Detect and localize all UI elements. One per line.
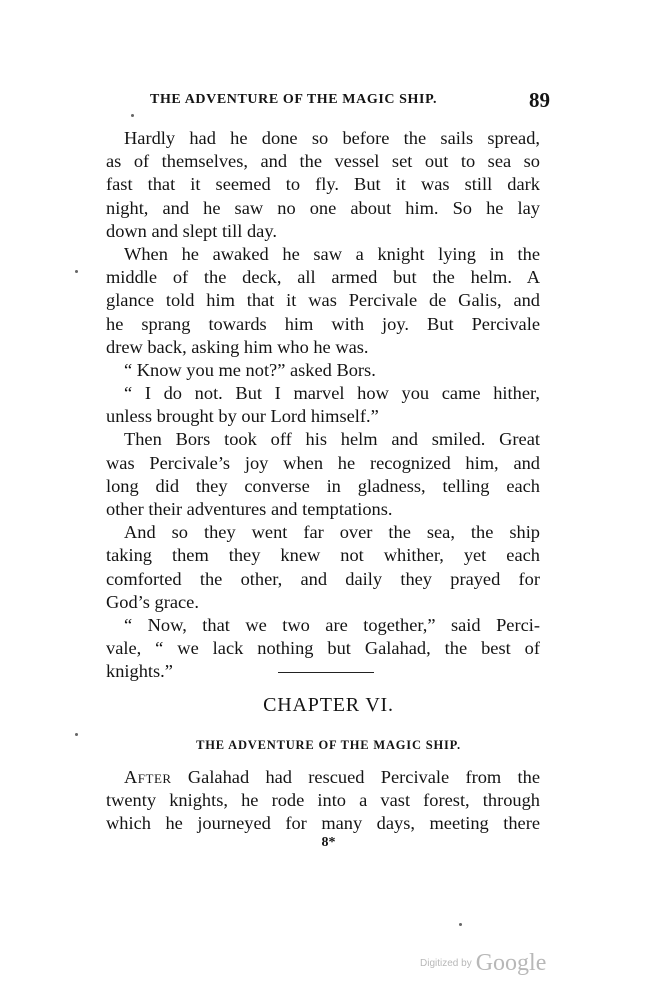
text-line: twenty knights, he rode into a vast forest, through (106, 790, 540, 811)
text-line: middle of the deck, all armed but the helm. A (106, 267, 540, 288)
drop-word: After (124, 767, 172, 787)
text-line (106, 766, 540, 789)
text-line: knights.” (106, 661, 173, 682)
text-line: night, and he saw no one about him. So he lay (106, 197, 540, 218)
text-line: unless brought by our Lord himself.” (106, 406, 379, 427)
running-head (150, 88, 550, 114)
text-line: Hardly had he done so before the sails spread, (124, 128, 540, 148)
text-line: glance told him that it was Percivale de Galis, and (106, 290, 540, 311)
text-line: vale, “ we lack nothing but Galahad, the best of (106, 638, 540, 659)
body-text (106, 127, 540, 684)
text-line: was Percivale’s joy when he recognized him, and (106, 452, 540, 473)
margin-dot (75, 270, 78, 273)
chapter-heading: CHAPTER VI. (263, 694, 394, 716)
text-line: he sprang towards him with joy. But Percivale (106, 313, 540, 334)
text-line: “ Know you me not?” asked Bors. (124, 359, 376, 380)
chapter-subtitle: THE ADVENTURE OF THE MAGIC SHIP. (196, 738, 461, 752)
google-logo: Google (475, 950, 547, 976)
text-line: which he journeyed for many days, meeting there (106, 813, 540, 834)
page-number: 89 (529, 88, 550, 112)
text-line: fast that it seemed to fly. But it was still dark (106, 174, 540, 195)
margin-dot (131, 114, 134, 117)
text-line: taking them they knew not whither, yet each (106, 545, 540, 566)
text-line: drew back, asking him who he was. (106, 336, 369, 357)
text-line: “ Now, that we two are together,” said Perci- (124, 614, 540, 635)
margin-dot (75, 733, 78, 736)
text-line: God’s grace. (106, 591, 199, 612)
text-line: long did they converse in gladness, telling each (106, 475, 540, 496)
digitized-watermark (420, 950, 560, 980)
text-line: And so they went far over the sea, the ship (124, 522, 540, 543)
watermark-small-text: Digitized by (420, 958, 472, 969)
chapter-body-text (106, 766, 540, 836)
text-line: other their adventures and temptations. (106, 499, 393, 519)
text-line: When he awaked he saw a knight lying in the (124, 243, 540, 264)
margin-dot (459, 923, 462, 926)
text-line: “ I do not. But I marvel how you came hither, (124, 383, 540, 404)
text-line: as of themselves, and the vessel set out to sea so (106, 151, 540, 172)
running-head-title: THE ADVENTURE OF THE MAGIC SHIP. (150, 92, 438, 107)
text-line: down and slept till day. (106, 220, 277, 241)
text-line: Then Bors took off his helm and smiled. Great (124, 429, 540, 450)
signature-mark: 8* (321, 835, 336, 850)
section-divider (278, 672, 374, 673)
text-line-rest: Galahad had rescued Percivale from the (171, 767, 540, 787)
text-line: comforted the other, and daily they prayed for (106, 568, 540, 589)
